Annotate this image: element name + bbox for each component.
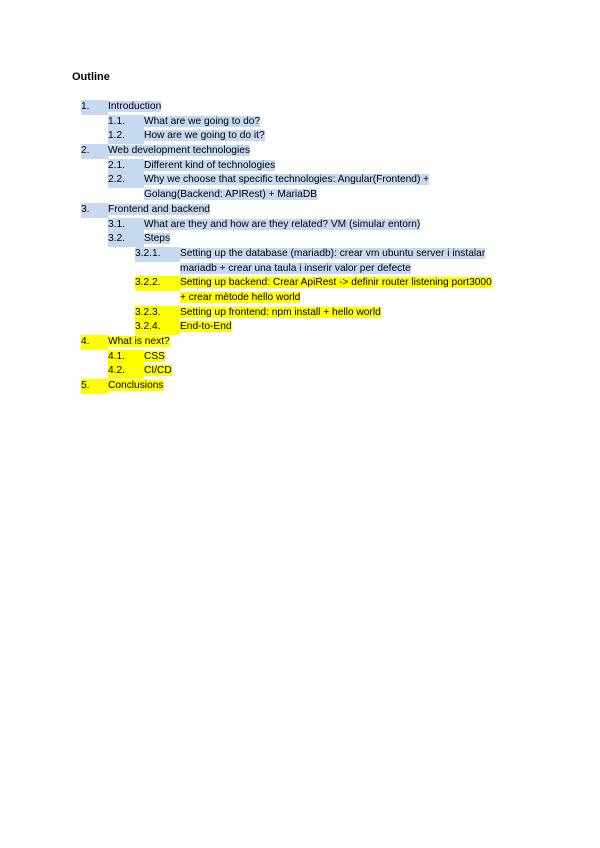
outline-item-text: [108, 379, 164, 394]
outline-item-number: 3.2.1.: [135, 247, 180, 262]
outline-item-number: 3.: [81, 203, 108, 218]
outline-item-line: What are they and how are they related? VM (simular entorn): [144, 218, 421, 230]
outline-item-text: [180, 276, 492, 305]
outline-item-text: [144, 218, 420, 233]
outline-item: [0, 320, 600, 335]
outline-item-number: 3.2.3.: [135, 306, 180, 321]
outline-item: [0, 306, 600, 321]
outline-item-number: 2.1.: [108, 159, 144, 174]
outline-item-number: 3.2.4.: [135, 320, 180, 335]
outline-item-line: Different kind of technologies: [144, 159, 276, 171]
outline-item-line: Web development technologies: [108, 145, 250, 157]
outline-item: [0, 276, 600, 305]
outline-item-text: [180, 247, 485, 276]
outline-item-line: What is next?: [108, 336, 170, 348]
outline-item-text: [144, 159, 275, 174]
outline-item-number: 1.2.: [108, 129, 144, 144]
outline-item: [0, 218, 600, 233]
outline-list: [0, 100, 600, 394]
outline-item-line: Setting up the database (mariadb): crear vm ubuntu server i instalar: [180, 247, 486, 259]
outline-item-number: 1.1.: [108, 115, 144, 130]
outline-item-line: Golang(Backend: APIRest) + MariaDB: [144, 189, 317, 201]
outline-item: [0, 115, 600, 130]
outline-item: [0, 232, 600, 247]
outline-item-line: Why we choose that specific technologies: Angular(Frontend) +: [144, 174, 430, 186]
outline-item-line: mariadb + crear una taula i inserir valor per defecte: [180, 262, 411, 274]
outline-item-text: [180, 306, 381, 321]
outline-item: [0, 100, 600, 115]
outline-item-line: CI/CD: [144, 365, 172, 377]
outline-item-number: 4.2.: [108, 364, 144, 379]
outline-item-text: [144, 173, 429, 202]
page-title: Outline: [72, 71, 110, 83]
outline-item: [0, 335, 600, 350]
outline-item-text: [108, 335, 170, 350]
outline-item-text: [144, 115, 260, 130]
outline-item-text: [180, 320, 232, 335]
outline-item-line: Steps: [144, 233, 171, 245]
outline-item-line: Frontend and backend: [108, 203, 210, 215]
outline-item: [0, 247, 600, 276]
outline-item-number: 3.2.: [108, 232, 144, 247]
outline-item-line: Setting up backend: Crear ApiRest -> definir router listening port3000: [180, 277, 492, 289]
outline-item-line: Conclusions: [108, 380, 164, 392]
outline-item-line: + crear mètode hello world: [180, 291, 301, 303]
outline-item-text: [144, 364, 172, 379]
outline-item-number: 3.2.2.: [135, 276, 180, 291]
outline-item: [0, 144, 600, 159]
outline-item-number: 2.: [81, 144, 108, 159]
outline-item-line: What are we going to do?: [144, 115, 261, 127]
outline-item-number: 4.: [81, 335, 108, 350]
outline-item-number: 2.2.: [108, 173, 144, 188]
outline-item-text: [144, 232, 170, 247]
outline-item-text: [144, 129, 265, 144]
outline-item-number: 4.1.: [108, 350, 144, 365]
outline-item-text: [108, 203, 210, 218]
outline-item: [0, 364, 600, 379]
outline-item-line: Introduction: [108, 101, 162, 112]
outline-item: [0, 159, 600, 174]
outline-item-number: 5.: [81, 379, 108, 394]
outline-item-number: 1.: [81, 100, 108, 115]
outline-item: [0, 350, 600, 365]
outline-item-text: [108, 144, 250, 159]
outline-item-line: CSS: [144, 350, 165, 362]
outline-item-number: 3.1.: [108, 218, 144, 233]
outline-item-text: [144, 350, 165, 365]
outline-item-line: Setting up frontend: npm install + hello world: [180, 306, 381, 318]
outline-item-line: How are we going to do it?: [144, 130, 265, 142]
outline-item-text: [108, 100, 161, 115]
outline-item: [0, 173, 600, 202]
outline-item: [0, 203, 600, 218]
outline-item: [0, 129, 600, 144]
outline-item-line: End-to-End: [180, 321, 232, 333]
outline-item: [0, 379, 600, 394]
